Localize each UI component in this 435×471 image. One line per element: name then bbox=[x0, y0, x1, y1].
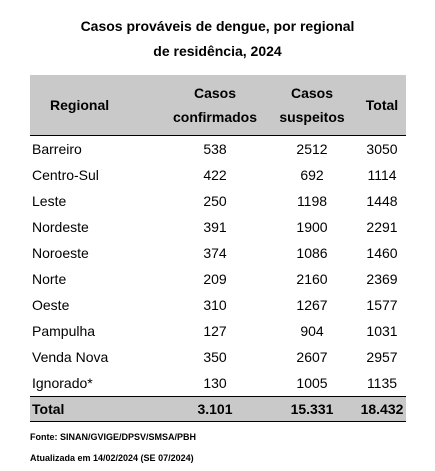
cell-total: 1114 bbox=[367, 167, 397, 183]
cell-confirmados: 310 bbox=[203, 297, 227, 313]
cell-regional: Norte bbox=[32, 271, 67, 287]
cell-total: 1577 bbox=[366, 297, 398, 313]
table-title-line-2: de residência, 2024 bbox=[153, 43, 282, 59]
cell-suspeitos: 1086 bbox=[296, 245, 328, 261]
cell-confirmados: 422 bbox=[203, 167, 227, 183]
header-casos-confirmados-line-2: confirmados bbox=[172, 109, 257, 125]
cell-suspeitos: 2607 bbox=[296, 349, 328, 365]
cell-regional: Oeste bbox=[32, 297, 70, 313]
total-total: 18.432 bbox=[358, 397, 406, 422]
table-row bbox=[30, 292, 406, 318]
table-header bbox=[30, 75, 406, 136]
cell-regional: Venda Nova bbox=[32, 349, 109, 365]
cell-regional: Nordeste bbox=[32, 219, 89, 235]
header-regional: Regional bbox=[30, 75, 164, 136]
total-suspeitos: 15.331 bbox=[266, 397, 358, 422]
header-casos-confirmados-line-1: Casos bbox=[193, 85, 237, 101]
cell-suspeitos: 1005 bbox=[296, 375, 328, 391]
header-casos-suspeitos bbox=[266, 75, 358, 136]
header-casos-confirmados bbox=[164, 75, 266, 136]
cell-suspeitos: 2160 bbox=[296, 271, 328, 287]
table-title-line-1: Casos prováveis de dengue, por regional bbox=[80, 18, 355, 34]
cell-total: 1135 bbox=[366, 375, 398, 391]
source-footnote: Fonte: SINAN/GVIGE/DPSV/SMSA/PBH bbox=[30, 432, 197, 442]
table-row bbox=[30, 344, 406, 370]
table-body bbox=[30, 136, 406, 422]
cell-total: 2291 bbox=[366, 219, 398, 235]
cell-regional: Centro-Sul bbox=[32, 167, 99, 183]
cell-total: 1031 bbox=[366, 323, 398, 339]
cell-confirmados: 391 bbox=[203, 219, 227, 235]
table-row bbox=[30, 370, 406, 397]
cell-confirmados: 538 bbox=[203, 141, 227, 157]
total-confirmados: 3.101 bbox=[164, 397, 266, 422]
cell-confirmados: 350 bbox=[203, 349, 227, 365]
cell-confirmados: 374 bbox=[203, 245, 227, 261]
cell-confirmados: 250 bbox=[203, 193, 227, 209]
table-row bbox=[30, 240, 406, 266]
cell-regional: Barreiro bbox=[32, 141, 82, 157]
cell-suspeitos: 1267 bbox=[296, 297, 328, 313]
cell-total: 3050 bbox=[366, 141, 398, 157]
dengue-cases-table bbox=[30, 75, 406, 422]
table-title bbox=[0, 14, 435, 64]
cell-total: 1460 bbox=[366, 245, 398, 261]
total-row bbox=[30, 397, 406, 422]
header-total: Total bbox=[358, 75, 406, 136]
header-casos-suspeitos-line-2: suspeitos bbox=[279, 109, 345, 125]
table-row bbox=[30, 266, 406, 292]
cell-total: 1448 bbox=[366, 193, 398, 209]
cell-confirmados: 130 bbox=[203, 375, 227, 391]
cell-regional: Ignorado* bbox=[32, 375, 93, 391]
cell-suspeitos: 692 bbox=[300, 167, 324, 183]
table-row bbox=[30, 214, 406, 240]
cell-confirmados: 127 bbox=[203, 323, 227, 339]
cell-confirmados: 209 bbox=[203, 271, 227, 287]
table-row bbox=[30, 136, 406, 163]
cell-regional: Pampulha bbox=[32, 323, 96, 339]
header-row bbox=[30, 75, 406, 136]
table-row bbox=[30, 318, 406, 344]
header-casos-suspeitos-line-1: Casos bbox=[290, 85, 334, 101]
cell-regional: Noroeste bbox=[32, 245, 89, 261]
cell-suspeitos: 1900 bbox=[296, 219, 328, 235]
cell-suspeitos: 1198 bbox=[296, 193, 328, 209]
cell-suspeitos: 904 bbox=[300, 323, 324, 339]
cell-suspeitos: 2512 bbox=[296, 141, 328, 157]
table-row bbox=[30, 162, 406, 188]
total-label: Total bbox=[30, 397, 164, 422]
cell-total: 2957 bbox=[366, 349, 398, 365]
cell-regional: Leste bbox=[32, 193, 67, 209]
table-row bbox=[30, 188, 406, 214]
cell-total: 2369 bbox=[366, 271, 398, 287]
updated-footnote: Atualizada em 14/02/2024 (SE 07/2024) bbox=[30, 453, 194, 463]
